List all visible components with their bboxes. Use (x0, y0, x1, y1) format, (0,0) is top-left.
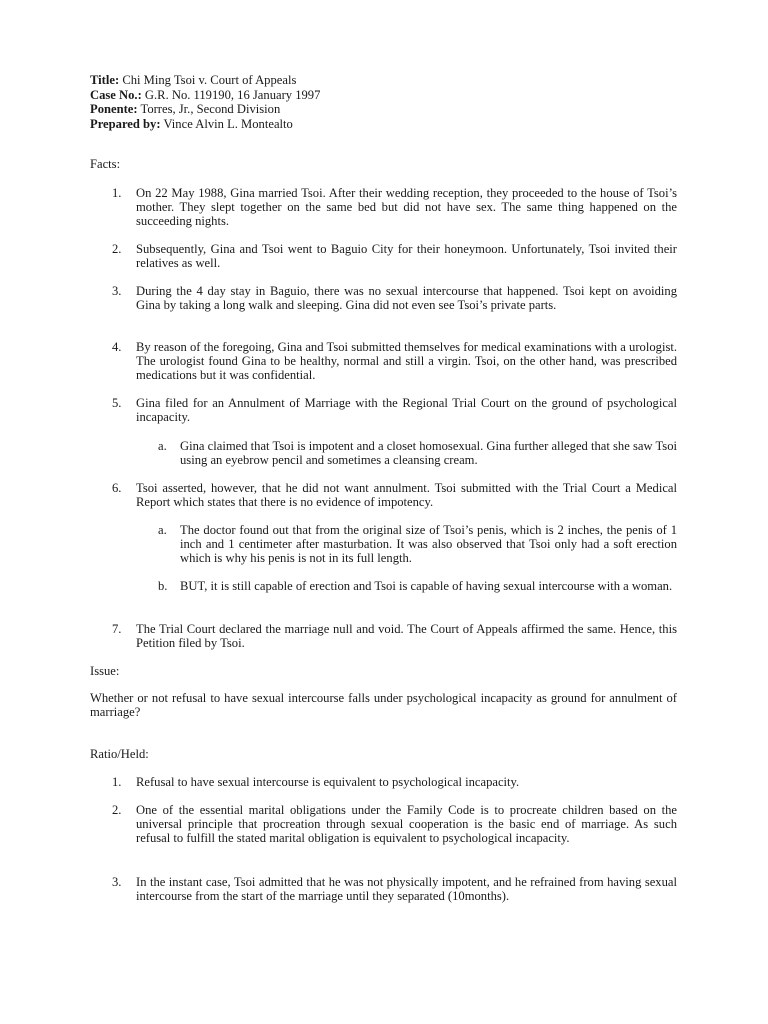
held-item-1 (112, 775, 677, 789)
case-no-row (90, 88, 320, 103)
prepared-by-label: Prepared by: (90, 116, 161, 131)
ponente-value: Torres, Jr., Second Division (140, 102, 281, 116)
item-letter: a. (158, 523, 167, 537)
held-item-2 (112, 803, 677, 845)
item-text: During the 4 day stay in Baguio, there was no sexual intercourse that happened. Tsoi kept on avoiding Gina by taking a long walk and sleeping. Gina did not even see Tsoi’s private parts. (136, 284, 677, 312)
item-text: Tsoi asserted, however, that he did not want annulment. Tsoi submitted with the Trial Court a Medical Report which states that there is no evidence of impotency. (136, 481, 677, 509)
item-number: 1. (112, 186, 122, 200)
item-number: 3. (112, 875, 122, 889)
item-text: By reason of the foregoing, Gina and Tsoi submitted themselves for medical examinations with a urologist. The urologist found Gina to be healthy, normal and still a virgin. Tsoi, on the other hand, was prescribed medications but it was confidential. (136, 340, 677, 382)
item-text: One of the essential marital obligations under the Family Code is to procreate children based on the universal principle that procreation through sexual cooperation is the basic end of marriage. As such refusal to fulfill the stated marital obligation is equivalent to psychological incapacity. (136, 803, 677, 845)
item-text: BUT, it is still capable of erection and Tsoi is capable of having sexual intercourse with a woman. (180, 579, 673, 593)
item-number: 3. (112, 284, 122, 298)
title-row (90, 73, 320, 88)
facts-item-6a (158, 523, 677, 565)
facts-item-4 (112, 340, 677, 382)
facts-item-7 (112, 622, 677, 650)
item-number: 1. (112, 775, 122, 789)
item-number: 7. (112, 622, 122, 636)
item-text: The doctor found out that from the original size of Tsoi’s penis, which is 2 inches, the penis of 1 inch and 1 centimeter after masturbation. It was also observed that Tsoi only had a soft erection which is why his penis is not in its full length. (180, 523, 677, 565)
item-number: 4. (112, 340, 122, 354)
prepared-by-value: Vince Alvin L. Montealto (163, 116, 293, 131)
item-text: Subsequently, Gina and Tsoi went to Baguio City for their honeymoon. Unfortunately, Tsoi invited their relatives as well. (136, 242, 677, 270)
item-text: The Trial Court declared the marriage null and void. The Court of Appeals affirmed the same. Hence, this Petition filed by Tsoi. (136, 622, 677, 650)
item-text: Gina filed for an Annulment of Marriage with the Regional Trial Court on the ground of psychological incapacity. (136, 396, 677, 424)
facts-item-5a (158, 439, 677, 467)
facts-heading: Facts: (90, 157, 121, 171)
item-letter: b. (158, 579, 168, 593)
issue-text: Whether or not refusal to have sexual intercourse falls under psychological incapacity as ground for annulment of marriage? (90, 691, 677, 719)
item-letter: a. (158, 439, 167, 453)
item-text: Refusal to have sexual intercourse is equivalent to psychological incapacity. (136, 775, 520, 789)
facts-item-2 (112, 242, 677, 270)
title-value: Chi Ming Tsoi v. Court of Appeals (122, 73, 297, 87)
held-heading: Ratio/Held: (90, 747, 149, 761)
item-text: On 22 May 1988, Gina married Tsoi. After their wedding reception, they proceeded to the house of Tsoi’s mother. They slept together on the same bed but did not have sex. The same thing happened on the succeeding nights. (136, 186, 677, 228)
facts-item-5 (112, 396, 677, 424)
item-number: 6. (112, 481, 122, 495)
facts-item-1 (112, 186, 677, 228)
case-header (90, 73, 320, 131)
case-no-value: G.R. No. 119190, 16 January 1997 (144, 87, 321, 102)
item-text: In the instant case, Tsoi admitted that he was not physically impotent, and he refrained from having sexual intercourse from the start of the marriage until they separated (10months). (136, 875, 677, 903)
item-number: 2. (112, 242, 122, 256)
ponente-row (90, 102, 320, 117)
item-text: Gina claimed that Tsoi is impotent and a closet homosexual. Gina further alleged that she saw Tsoi using an eyebrow pencil and sometimes a cleansing cream. (180, 439, 677, 467)
issue-heading: Issue: (90, 664, 120, 678)
case-no-label: Case No.: (90, 87, 142, 102)
facts-item-6 (112, 481, 677, 509)
item-number: 2. (112, 803, 122, 817)
prepared-by-row (90, 117, 320, 132)
facts-item-6b (158, 579, 677, 593)
title-label: Title: (90, 73, 120, 87)
facts-item-3 (112, 284, 677, 312)
held-item-3 (112, 875, 677, 903)
item-number: 5. (112, 396, 122, 410)
ponente-label: Ponente: (90, 102, 138, 116)
